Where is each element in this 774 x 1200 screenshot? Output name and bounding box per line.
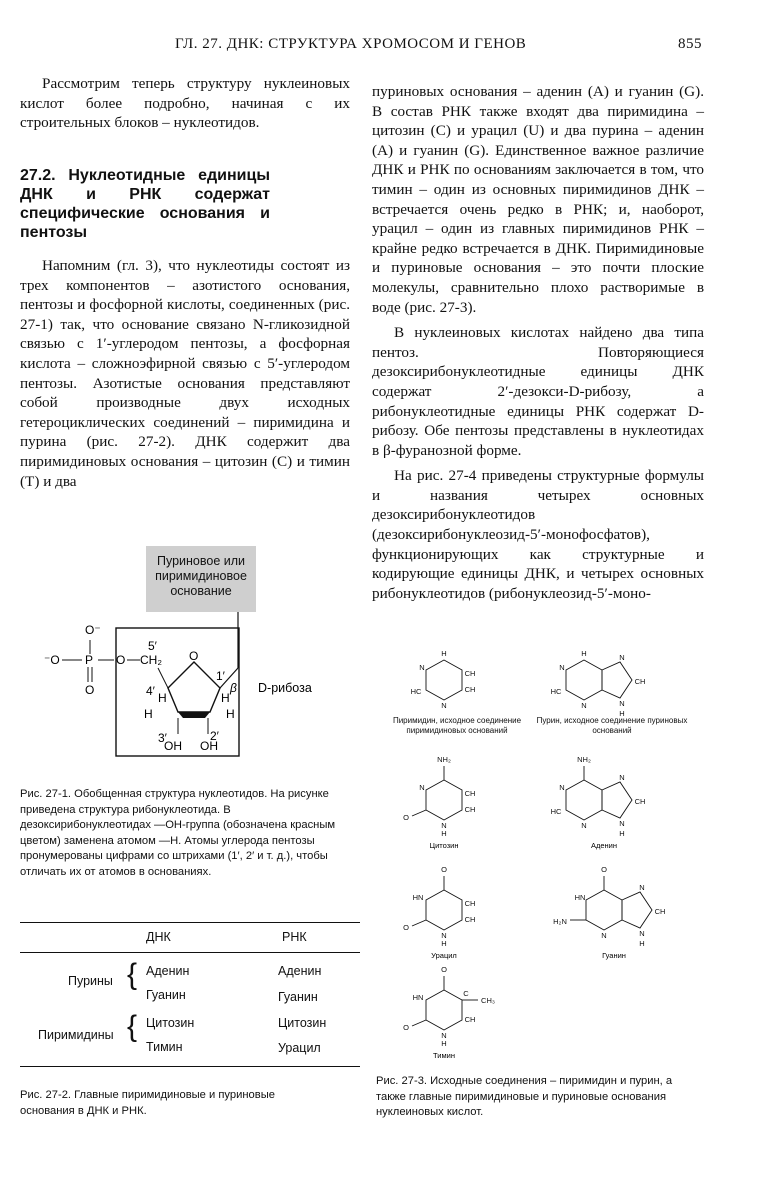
cell-thymine-dna: Тимин xyxy=(146,1040,183,1054)
phosphate-o-ester: O xyxy=(116,653,126,667)
base-box-label: Пуриновое или пиримидиновое основание xyxy=(155,554,247,598)
uracil-ring xyxy=(426,890,462,930)
gua-ch8: CH xyxy=(654,907,666,916)
ch2-group: CH₂ xyxy=(140,653,162,667)
thy-ch3: CH₃ xyxy=(481,996,495,1005)
oh-2: OH xyxy=(200,739,218,753)
running-title: ГЛ. 27. ДНК: СТРУКТУРА ХРОМОСОМ И ГЕНОВ xyxy=(175,36,527,52)
ade-h9: H xyxy=(619,829,625,838)
ura-o2: O xyxy=(403,923,409,932)
pyrimidine-label: Пиримидин, исходное соединение пиримидиновых оснований xyxy=(392,716,522,735)
uracil-label: Урацил xyxy=(431,951,457,960)
ade-hc2: HC xyxy=(550,807,562,816)
gua-h9: H xyxy=(639,939,645,948)
guanine-label: Гуанин xyxy=(602,951,626,960)
cell-adenine-rna: Аденин xyxy=(278,964,322,978)
right-paragraph-1: пуриновых основания – аденин (А) и гуанин (G). В состав РНК также входят два пиримидина – цитозин (С) и урацил (U) и два пурина – аденин (А) и гуанин (G). Единственное важное различие ДНК и РНК по основаниям заключается в том, что тимин – один из основных пиримидинов ДНК – встречается очень редко в РНК; и, наоборот, урацил – один из главных пиримидинов РНК – крайне редко встречается в ДНК. Пиримидиновые и пуриновые основания – это почти плоские молекулы, сравнительно плохо растворимые в воде (рис. 27-3). xyxy=(372,83,704,316)
c1-label: 1′ xyxy=(216,669,225,683)
gua-hn1: HN xyxy=(574,893,586,902)
guanine-6ring xyxy=(586,890,622,930)
bases-table: ДНК РНК Пурины { Аденин Аденин Гуанин Гуанин Пиримидины { Цитозин Цитозин Тимин Урацил xyxy=(20,922,360,1072)
fig3-caption: Рис. 27-3. Исходные соединения – пиримидин и пурин, а также главные пиримидиновые и пуриновые основания нуклеиновых кислот. xyxy=(376,1075,673,1118)
h1-top: H xyxy=(221,691,230,705)
ade-nh2: NH₂ xyxy=(577,755,591,764)
guanine-5ring xyxy=(622,892,652,928)
table-caption: Рис. 27-2. Главные пиримидиновые и пуриновые основания в ДНК и РНК. xyxy=(20,1089,275,1117)
group-pyrimidines: Пиримидины xyxy=(38,1028,114,1042)
cell-uracil-rna: Урацил xyxy=(278,1041,321,1055)
pyr-ch5: CH xyxy=(464,669,476,678)
gua-n9: N xyxy=(639,929,645,938)
cyt-o: O xyxy=(403,813,409,822)
gua-n3: N xyxy=(601,931,607,940)
ura-ch6: CH xyxy=(464,915,476,924)
pyr-ch6: CH xyxy=(464,685,476,694)
ade-n7: N xyxy=(619,773,625,782)
page-number: 855 xyxy=(678,36,702,52)
cytosine-ring xyxy=(426,780,462,820)
pur-n1: N xyxy=(559,663,565,672)
adenine-5ring xyxy=(602,782,632,818)
gua-n7: N xyxy=(639,883,645,892)
body-paragraph: Напомним (гл. 3), что нуклеотиды состоят из трех компонентов – азотистого основания, пентозы и фосфорной кислоты, соединенных (рис. 27-1) так, что основание связано N-гликозидной связью с 1′-углеродом пентозы, а фосфорная кислота – сложноэфирной связью с 5′-углеродом пентозы. Азотистые основания представляют собой производные двух исходных гетероциклических соединений – пиримидина и пурина (рис. 27-2). ДНК содержит два пиримидиновых основания – цитозин (С) и тимин (Т) и два xyxy=(20,257,350,490)
thy-ch6: CH xyxy=(464,1015,476,1024)
adenine-6ring xyxy=(566,780,602,820)
pyr-n1: N xyxy=(441,701,447,710)
phosphate-o-left: ⁻O xyxy=(44,653,60,667)
ura-hn3: HN xyxy=(412,893,424,902)
d-ribose-label: D-рибоза xyxy=(258,681,312,695)
cell-guanine-rna: Гуанин xyxy=(278,990,318,1004)
thy-o2: O xyxy=(403,1023,409,1032)
cyt-ch5: CH xyxy=(464,789,476,798)
running-header xyxy=(0,36,774,58)
purine-5ring xyxy=(602,662,632,698)
ura-ch5: CH xyxy=(464,899,476,908)
pyr-hc2: HC xyxy=(410,687,422,696)
cell-adenine-dna: Аденин xyxy=(146,964,190,978)
left-column-body xyxy=(20,256,350,491)
pyrimidine-ring xyxy=(426,660,462,700)
ribose-ring xyxy=(168,662,220,712)
oh-3: OH xyxy=(164,739,182,753)
cell-cytosine-dna: Цитозин xyxy=(146,1016,195,1030)
c3-label: 3′ xyxy=(158,731,167,745)
ade-ch8: CH xyxy=(634,797,646,806)
pur-h: H xyxy=(581,649,587,658)
phosphate-p: P xyxy=(85,653,94,667)
phosphate-o-top: O⁻ xyxy=(85,623,101,637)
h1-bottom: H xyxy=(226,707,235,721)
c2-label: 2′ xyxy=(210,729,219,743)
cyt-n3: N xyxy=(419,783,425,792)
table-head-rna: РНК xyxy=(282,930,307,944)
thy-n1: N xyxy=(441,1031,447,1040)
pur-n3: N xyxy=(581,701,587,710)
ring-oxygen: O xyxy=(189,649,199,663)
pyr-n3: N xyxy=(419,663,425,672)
nucleotide-structure-figure xyxy=(40,540,340,772)
group-purines: Пурины xyxy=(68,974,113,988)
pyr-h: H xyxy=(441,649,447,658)
thy-o4: O xyxy=(441,965,447,974)
cyt-h1: H xyxy=(441,829,447,838)
thymine-ring xyxy=(426,990,462,1030)
ura-o4: O xyxy=(441,865,447,874)
thymine-label: Тимин xyxy=(433,1051,455,1060)
adenine-label: Аденин xyxy=(590,841,618,850)
ura-n1: N xyxy=(441,931,447,940)
ade-n9: N xyxy=(619,819,625,828)
ura-h1: H xyxy=(441,939,447,948)
cyt-nh2: NH₂ xyxy=(437,755,451,764)
table-head-dna: ДНК xyxy=(146,930,171,944)
beta-label: β xyxy=(230,681,237,695)
pur-n9: N xyxy=(619,699,625,708)
gua-h2n: H₂N xyxy=(553,917,567,926)
cyt-ch6: CH xyxy=(464,805,476,814)
thy-hn3: HN xyxy=(412,993,424,1002)
bases-figure xyxy=(382,636,712,1066)
thy-c5: C xyxy=(463,989,469,998)
purine-6ring xyxy=(566,660,602,700)
cell-cytosine-rna: Цитозин xyxy=(278,1016,327,1030)
purine-label: Пурин, исходное соединение пуриновых оснований xyxy=(536,716,688,735)
section-title: 27.2. Нуклеотидные единицы ДНК и РНК содержат специфические основания и пентозы xyxy=(20,167,270,241)
c5-label: 5′ xyxy=(148,639,157,653)
left-column-intro xyxy=(20,74,350,133)
intro-paragraph: Рассмотрим теперь структуру нуклеиновых кислот более подробно, начиная с их строительных блоков – нуклеотидов. xyxy=(20,75,350,132)
ade-n3: N xyxy=(581,821,587,830)
right-paragraph-2: В нуклеиновых кислотах найдено два типа пентоз. Повторяющиеся дезоксирибонуклеотидные единицы ДНК содержат 2′-дезокси-D-рибозу, а рибонуклеотидные единицы РНК содержат D-рибозу. Обе пентозы представлены в нуклеотидах в β-фуранозной форме. xyxy=(372,324,704,459)
cyt-n1: N xyxy=(441,821,447,830)
pur-h9: H xyxy=(619,709,625,718)
thy-h1: H xyxy=(441,1039,447,1048)
fig1-caption: Рис. 27-1. Обобщенная структура нуклеотидов. На рисунке приведена структура рибонуклеотида. В дезоксирибонуклеотидах —ОН-группа (обозначена красным цветом) заменена атомом —Н. Атомы углерода пентозы пронумерованы цифрами со штрихами (1′, 2′ и т. д.), чтобы отличать их от атомов в основаниях. xyxy=(20,788,336,878)
right-column xyxy=(372,82,704,603)
h4-top: H xyxy=(158,691,167,705)
cell-guanine-dna: Гуанин xyxy=(146,988,186,1002)
phosphate-o-bottom: O xyxy=(85,683,95,697)
pur-ch8: CH xyxy=(634,677,646,686)
h4-bottom: H xyxy=(144,707,153,721)
cytosine-label: Цитозин xyxy=(429,841,459,850)
pur-hc2: HC xyxy=(550,687,562,696)
right-paragraph-3: На рис. 27-4 приведены структурные формулы и названия четырех основных дезоксирибонуклеотидов (дезоксирибонуклеозид-5′-монофосфатов), функционирующих как структурные и кодирующие единицы ДНК, и четырех основных рибонуклеотидов (рибонуклеозид-5′-моно- xyxy=(372,467,704,602)
gua-o6: O xyxy=(601,865,607,874)
pur-n7: N xyxy=(619,653,625,662)
c4-label: 4′ xyxy=(146,684,155,698)
ade-n1: N xyxy=(559,783,565,792)
